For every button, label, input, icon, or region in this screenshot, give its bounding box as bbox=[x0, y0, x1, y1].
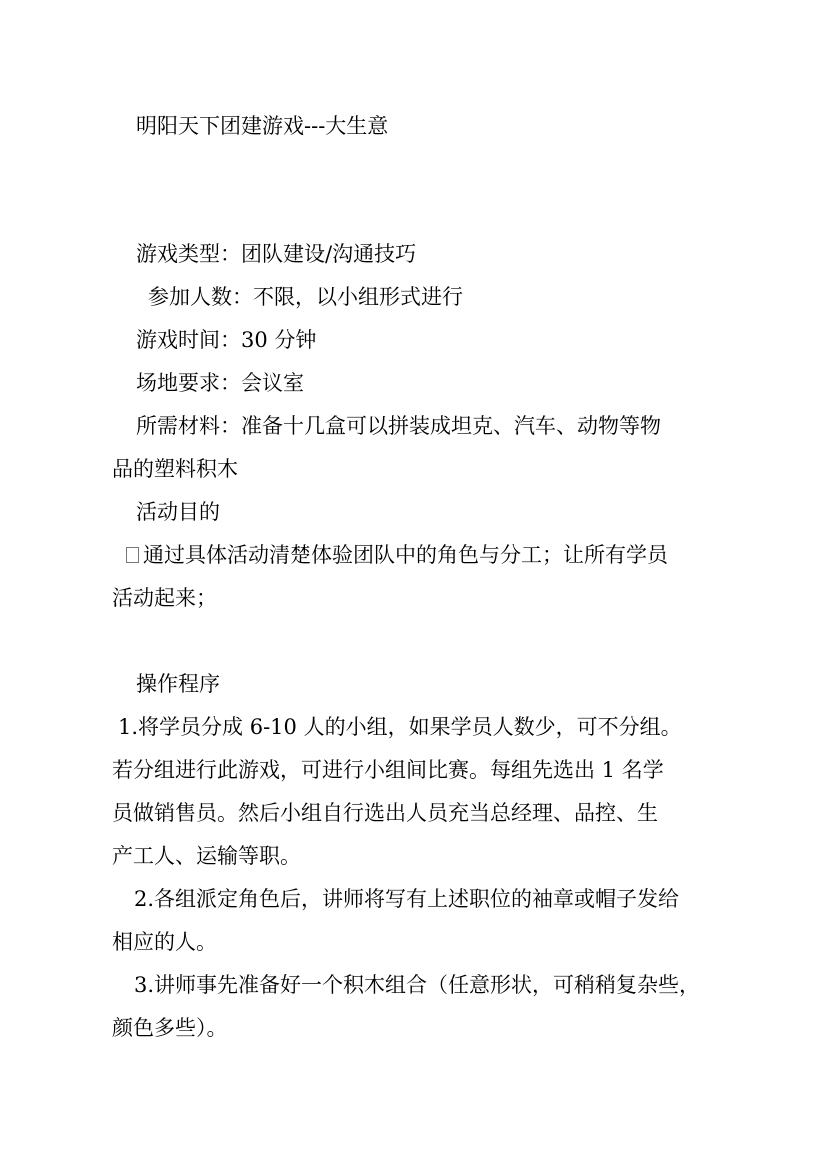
game-type-line: 游戏类型：团队建设/沟通技巧 bbox=[136, 242, 417, 266]
objective-line-2: 活动起来； bbox=[112, 586, 217, 610]
objective-line-1 bbox=[126, 542, 726, 568]
objective-heading: 活动目的 bbox=[136, 500, 220, 524]
step1-line-1: 1.将学员分成 6-10 人的小组，如果学员人数少，可不分组。 bbox=[118, 715, 682, 739]
venue-line: 场地要求：会议室 bbox=[136, 371, 304, 395]
document-title: 明阳天下团建游戏---大生意 bbox=[136, 114, 389, 138]
materials-line-2: 品的塑料积木 bbox=[112, 457, 238, 481]
step1-line-4: 产工人、运输等职。 bbox=[112, 844, 301, 868]
materials-line-1: 所需材料：准备十几盒可以拼装成坦克、汽车、动物等物 bbox=[136, 414, 661, 438]
participants-line: 参加人数：不限，以小组形式进行 bbox=[148, 285, 463, 309]
duration-line: 游戏时间：30 分钟 bbox=[136, 328, 317, 352]
step2-line-1: 2.各组派定角色后，讲师将写有上述职位的袖章或帽子发给 bbox=[134, 887, 680, 911]
step1-line-2: 若分组进行此游戏，可进行小组间比赛。每组先选出 1 名学 bbox=[112, 758, 664, 782]
procedure-heading: 操作程序 bbox=[136, 672, 220, 696]
missing-glyph-box bbox=[126, 547, 139, 563]
objective-text-1: 通过具体活动清楚体验团队中的角色与分工；让所有学员 bbox=[143, 543, 668, 567]
step3-line-1: 3.讲师事先准备好一个积木组合（任意形状，可稍稍复杂些， bbox=[134, 973, 701, 997]
step1-line-3: 员做销售员。然后小组自行选出人员充当总经理、品控、生 bbox=[112, 801, 658, 825]
step3-line-2: 颜色多些）。 bbox=[112, 1016, 228, 1040]
step2-line-2: 相应的人。 bbox=[112, 930, 217, 954]
